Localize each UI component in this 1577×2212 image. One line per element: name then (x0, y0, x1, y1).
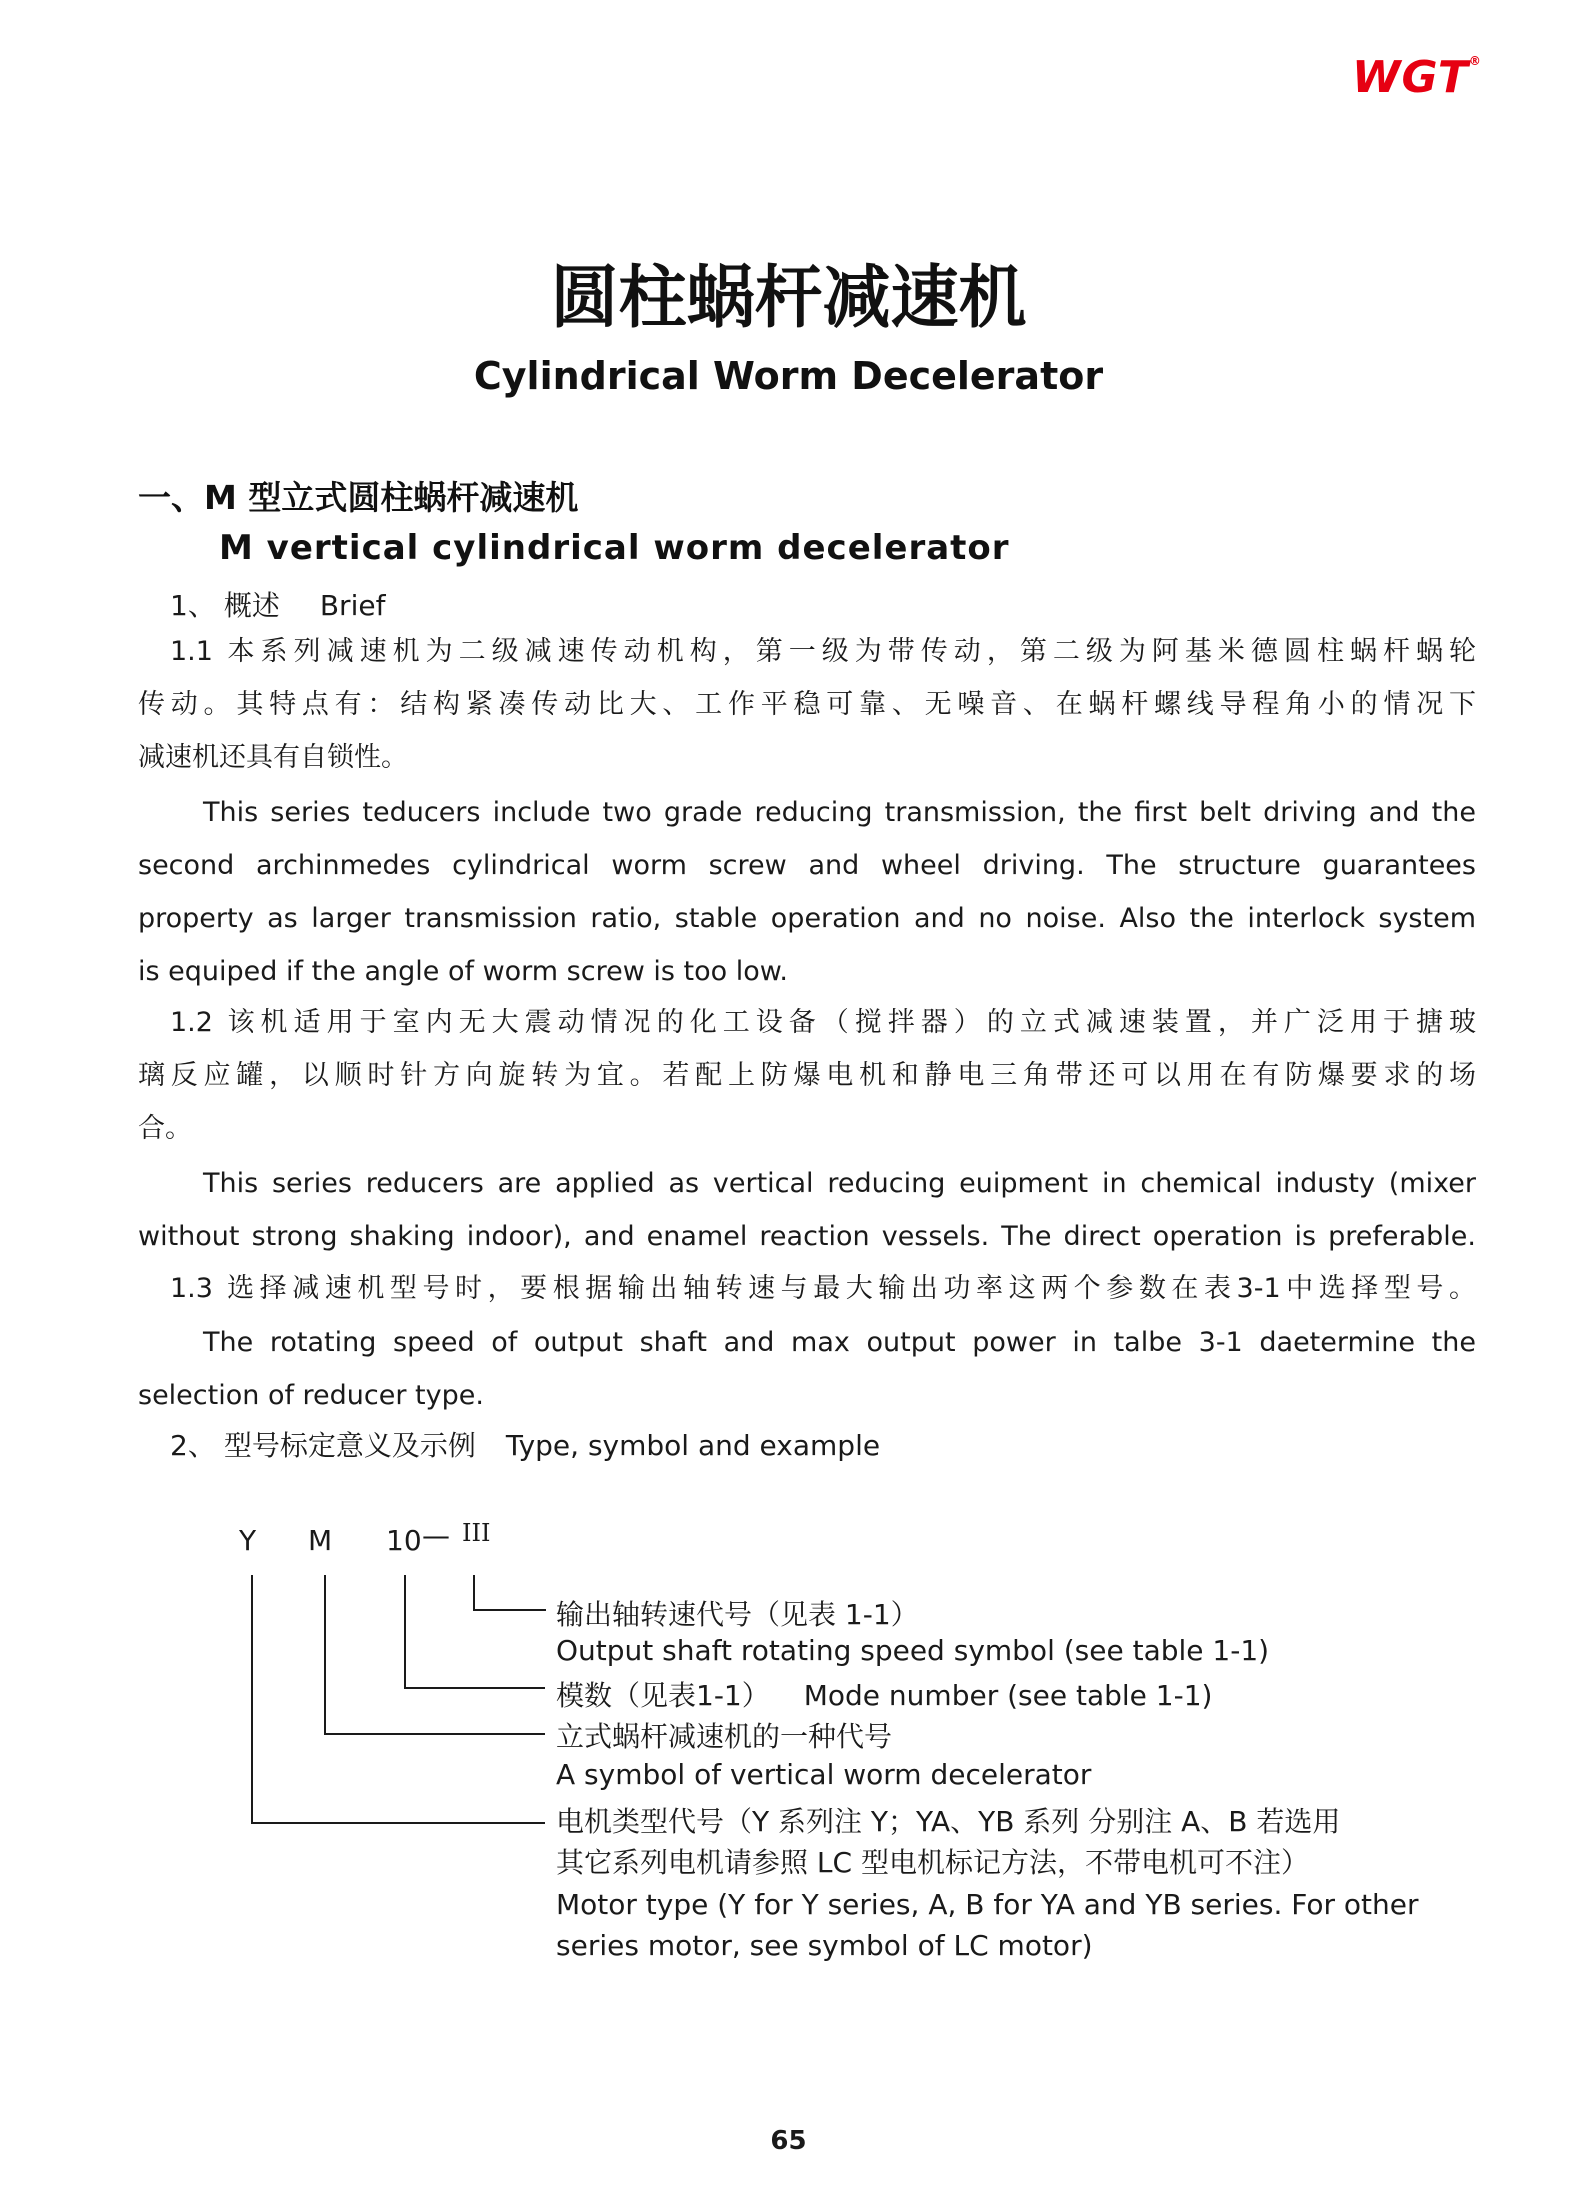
subsection-title-en: Type, symbol and example (505, 1429, 881, 1462)
para-1-1-en-line-3: property as larger transmission ratio, stable operation and no noise. Also the interlock system (138, 903, 1476, 934)
label-mode (556, 1674, 1212, 1714)
para-1-1-en-line-1: This series teducers include two grade reducing transmission, the first belt driving and the (203, 797, 1476, 828)
label-vertical-cn: 立式蜗杆减速机的一种代号 (556, 1720, 893, 1753)
para-1-3-en-line-2: selection of reducer type. (138, 1380, 484, 1411)
leader-line-mode (405, 1575, 545, 1688)
page-title-cn: 圆柱蜗杆减速机 (550, 259, 1027, 338)
section-heading-cn: 一、M 型立式圆柱蜗杆减速机 (138, 478, 579, 517)
para-1-3-en-line-1: The rotating speed of output shaft and max output power in talbe 3-1 daetermine the (203, 1327, 1476, 1358)
para-1-2-en-line-1: This series reducers are applied as vertical reducing euipment in chemical industy (mixer (203, 1168, 1476, 1199)
para-1-1-line-2: 传动。其特点有：结构紧凑传动比大、工作平稳可靠、无噪音、在蜗杆螺线导程角小的情况下 (138, 689, 1476, 720)
para-1-2-line-2: 璃反应罐，以顺时针方向旋转为宜。若配上防爆电机和静电三角带还可以用在有防爆要求的场 (138, 1060, 1476, 1091)
label-speed-en: Output shaft rotating speed symbol (see table 1-1) (556, 1634, 1270, 1667)
brand-logo: WGT® (1352, 52, 1482, 103)
label-motor-en-line-2: series motor, see symbol of LC motor) (556, 1929, 1093, 1962)
page-title-en: Cylindrical Worm Decelerator (473, 354, 1104, 398)
subsection-number: 2、 (170, 1429, 216, 1462)
para-1-2-en-line-2: without strong shaking indoor), and enamel reaction vessels. The direct operation is preferable. (138, 1221, 1476, 1252)
subsection-brief (170, 584, 385, 624)
leader-line-speed (474, 1575, 546, 1610)
para-1-2-line-1: 1.2 该机适用于室内无大震动情况的化工设备（搅拌器）的立式减速装置，并广泛用于搪玻 (170, 1007, 1476, 1038)
subsection-title-cn: 概述 (223, 589, 280, 622)
subsection-title-cn: 型号标定意义及示例 (223, 1429, 476, 1462)
page-number: 65 (770, 2126, 807, 2156)
label-motor-cn-line-2: 其它系列电机请参照 LC 型电机标记方法，不带电机可不注） (556, 1846, 1309, 1879)
para-1-1-line-3: 减速机还具有自锁性。 (138, 742, 408, 773)
label-motor-cn-line-1: 电机类型代号（Y 系列注 Y；YA、YB 系列 分别注 A、B 若选用 (556, 1805, 1341, 1838)
code-dash: — (422, 1519, 450, 1552)
leader-line-motor (252, 1575, 545, 1823)
code-y: Y (239, 1524, 257, 1557)
label-speed-cn: 输出轴转速代号（见表 1-1） (556, 1598, 919, 1631)
label-mode-cn: 模数（见表1-1） (556, 1679, 770, 1712)
para-1-2-line-3: 合。 (138, 1113, 192, 1144)
code-speed: III (462, 1519, 491, 1547)
code-10: 10 (386, 1524, 422, 1557)
section-heading-en: M vertical cylindrical worm decelerator (219, 528, 1010, 568)
label-vertical-en: A symbol of vertical worm decelerator (556, 1758, 1092, 1791)
para-1-1-en-line-2: second archinmedes cylindrical worm screw and wheel driving. The structure guarantees (138, 850, 1476, 881)
para-1-3-line-1: 1.3 选择减速机型号时，要根据输出轴转速与最大输出功率这两个参数在表3-1中选择型号。 (170, 1273, 1476, 1304)
leader-line-vertical (325, 1575, 545, 1734)
para-1-1-line-1: 1.1 本系列减速机为二级减速传动机构，第一级为带传动，第二级为阿基米德圆柱蜗杆蜗轮 (170, 636, 1476, 667)
subsection-title-en: Brief (319, 589, 386, 622)
code-m: M (308, 1524, 333, 1557)
para-1-1-en-line-4: is equiped if the angle of worm screw is too low. (138, 956, 788, 987)
subsection-number: 1、 (170, 589, 216, 622)
subsection-type-symbol (170, 1424, 880, 1464)
label-mode-en: Mode number (see table 1-1) (803, 1679, 1213, 1712)
label-motor-en-line-1: Motor type (Y for Y series, A, B for YA and YB series. For other (556, 1888, 1419, 1921)
